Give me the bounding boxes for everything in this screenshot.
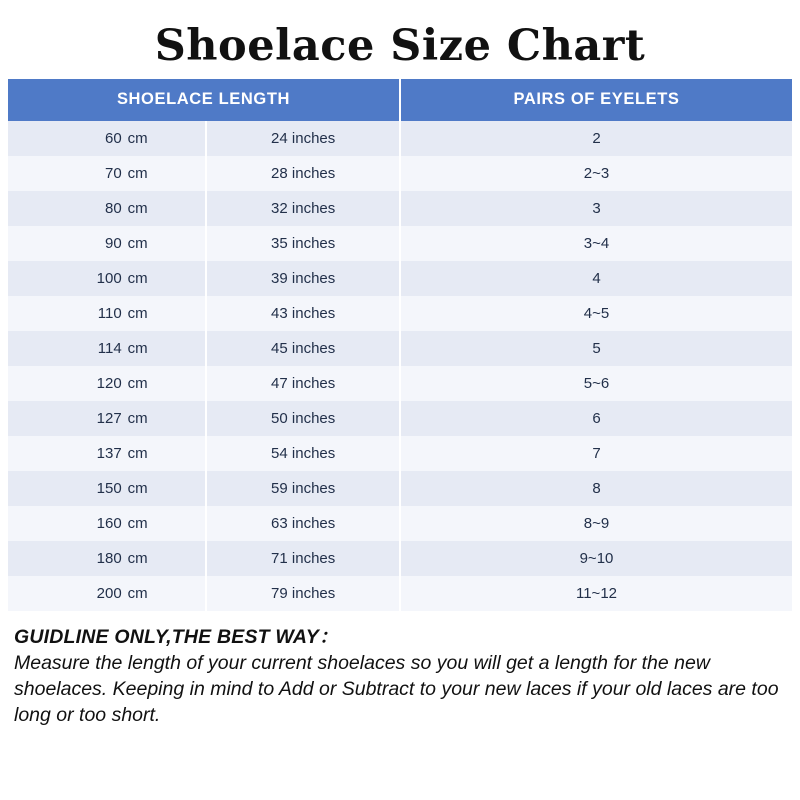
- length-cm-number: 60: [104, 130, 122, 148]
- page-title: Shoelace Size Chart: [154, 21, 646, 71]
- cell-length-inches: 79 inches: [206, 576, 400, 611]
- cell-length-cm: [8, 226, 206, 261]
- cell-length-cm: [8, 506, 206, 541]
- cell-pairs-of-eyelets: 5: [400, 331, 792, 366]
- length-cm-value: [66, 270, 148, 287]
- size-chart-table: [8, 79, 792, 611]
- cell-length-inches: 54 inches: [206, 436, 400, 471]
- length-cm-unit: cm: [127, 200, 148, 218]
- footer-heading: GUIDLINE ONLY,THE BEST WAY：: [14, 626, 339, 649]
- cell-length-cm: [8, 261, 206, 296]
- length-cm-number: 180: [96, 550, 122, 568]
- cell-length-inches: 45 inches: [206, 331, 400, 366]
- cell-pairs-of-eyelets: 2: [400, 121, 792, 156]
- length-cm-number: 120: [96, 375, 122, 393]
- table-header: [8, 79, 792, 121]
- length-cm-number: 127: [96, 410, 122, 428]
- cell-length-inches: 39 inches: [206, 261, 400, 296]
- table-body: [8, 121, 792, 611]
- cell-length-inches: 32 inches: [206, 191, 400, 226]
- cell-pairs-of-eyelets: 4~5: [400, 296, 792, 331]
- length-cm-number: 80: [104, 200, 122, 218]
- cell-length-inches: 24 inches: [206, 121, 400, 156]
- length-cm-number: 70: [104, 165, 122, 183]
- length-cm-number: 100: [96, 270, 122, 288]
- table-row: [8, 576, 792, 611]
- length-cm-value: [66, 305, 148, 322]
- cell-length-cm: [8, 156, 206, 191]
- length-cm-unit: cm: [127, 270, 148, 288]
- length-cm-unit: cm: [127, 130, 148, 148]
- table-row: [8, 261, 792, 296]
- column-header-pairs-of-eyelets: PAIRS OF EYELETS: [400, 79, 792, 121]
- table-row: [8, 121, 792, 156]
- cell-pairs-of-eyelets: 6: [400, 401, 792, 436]
- cell-length-inches: 35 inches: [206, 226, 400, 261]
- cell-pairs-of-eyelets: 3~4: [400, 226, 792, 261]
- table-row: [8, 506, 792, 541]
- table-row: [8, 226, 792, 261]
- length-cm-value: [66, 410, 148, 427]
- length-cm-unit: cm: [127, 340, 148, 358]
- cell-length-cm: [8, 401, 206, 436]
- table-row: [8, 401, 792, 436]
- cell-pairs-of-eyelets: 9~10: [400, 541, 792, 576]
- cell-length-inches: 47 inches: [206, 366, 400, 401]
- cell-length-cm: [8, 436, 206, 471]
- length-cm-unit: cm: [127, 305, 148, 323]
- cell-length-inches: 28 inches: [206, 156, 400, 191]
- length-cm-value: [66, 550, 148, 567]
- length-cm-value: [66, 165, 148, 182]
- length-cm-unit: cm: [127, 375, 148, 393]
- cell-pairs-of-eyelets: 2~3: [400, 156, 792, 191]
- length-cm-unit: cm: [127, 445, 148, 463]
- cell-length-cm: [8, 191, 206, 226]
- length-cm-unit: cm: [127, 585, 148, 603]
- cell-pairs-of-eyelets: 7: [400, 436, 792, 471]
- column-header-shoelace-length: SHOELACE LENGTH: [8, 79, 400, 121]
- table-header-row: [8, 79, 792, 121]
- length-cm-number: 150: [96, 480, 122, 498]
- length-cm-unit: cm: [127, 235, 148, 253]
- footer-note: [0, 611, 800, 728]
- table-row: [8, 436, 792, 471]
- cell-length-inches: 50 inches: [206, 401, 400, 436]
- cell-length-inches: 71 inches: [206, 541, 400, 576]
- table-row: [8, 156, 792, 191]
- table-row: [8, 471, 792, 506]
- cell-length-cm: [8, 471, 206, 506]
- cell-length-inches: 43 inches: [206, 296, 400, 331]
- cell-length-cm: [8, 296, 206, 331]
- length-cm-value: [66, 445, 148, 462]
- cell-pairs-of-eyelets: 8~9: [400, 506, 792, 541]
- cell-length-cm: [8, 121, 206, 156]
- length-cm-value: [66, 200, 148, 217]
- cell-pairs-of-eyelets: 5~6: [400, 366, 792, 401]
- cell-length-cm: [8, 541, 206, 576]
- cell-pairs-of-eyelets: 8: [400, 471, 792, 506]
- table-row: [8, 331, 792, 366]
- length-cm-value: [66, 515, 148, 532]
- cell-length-cm: [8, 331, 206, 366]
- length-cm-value: [66, 585, 148, 602]
- table-row: [8, 191, 792, 226]
- table-row: [8, 366, 792, 401]
- cell-length-cm: [8, 366, 206, 401]
- length-cm-value: [66, 375, 148, 392]
- cell-pairs-of-eyelets: 11~12: [400, 576, 792, 611]
- length-cm-number: 110: [97, 305, 122, 323]
- length-cm-unit: cm: [127, 165, 148, 183]
- length-cm-value: [66, 340, 148, 357]
- cell-pairs-of-eyelets: 4: [400, 261, 792, 296]
- length-cm-number: 90: [104, 235, 122, 253]
- length-cm-number: 200: [96, 585, 122, 603]
- length-cm-number: 114: [97, 340, 122, 358]
- length-cm-value: [66, 480, 148, 497]
- length-cm-unit: cm: [127, 515, 148, 533]
- cell-length-cm: [8, 576, 206, 611]
- length-cm-unit: cm: [127, 480, 148, 498]
- cell-length-inches: 63 inches: [206, 506, 400, 541]
- length-cm-number: 137: [96, 445, 122, 463]
- cell-pairs-of-eyelets: 3: [400, 191, 792, 226]
- length-cm-unit: cm: [127, 550, 148, 568]
- table-row: [8, 296, 792, 331]
- length-cm-unit: cm: [127, 410, 148, 428]
- cell-length-inches: 59 inches: [206, 471, 400, 506]
- length-cm-value: [66, 130, 148, 147]
- table-row: [8, 541, 792, 576]
- length-cm-number: 160: [96, 515, 122, 533]
- length-cm-value: [66, 235, 148, 252]
- footer-text: Measure the length of your current shoelaces so you will get a length for the new shoelaces. Keeping in mind to Add or Subtract to your new laces if your old laces are too long or too short.: [14, 652, 779, 726]
